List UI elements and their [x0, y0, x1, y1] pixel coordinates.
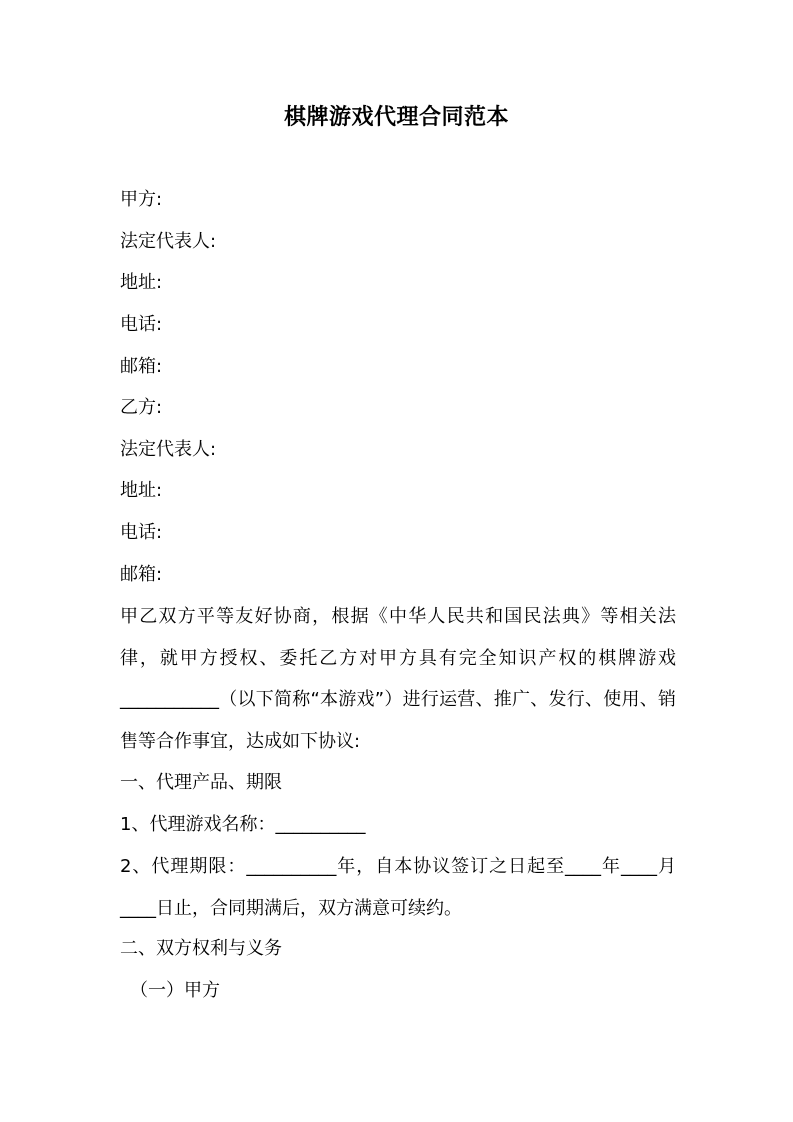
subsection-party-a-heading: （一）甲方 [130, 980, 220, 1001]
preamble-paragraph: 甲乙双方平等友好协商，根据《中华人民共和国民法典》等相关法律，就甲方授权、委托乙方对甲方具有完全知识产权的棋牌游戏___________（以下简称“本游戏”）进行运营、推广、发行、使用、销售等合作事宜，达成如下协议: [120, 606, 676, 752]
party-b-representative: 法定代表人: [120, 439, 217, 460]
party-b-label: 乙方: [120, 397, 163, 418]
party-a-representative: 法定代表人: [120, 231, 217, 252]
item-1-game-name: 1、代理游戏名称：__________ [120, 814, 366, 835]
party-b-address: 地址: [120, 480, 163, 501]
section-2-heading: 二、双方权利与义务 [120, 938, 282, 959]
document-title: 棋牌游戏代理合同范本 [283, 105, 509, 130]
party-a-email: 邮箱: [120, 356, 163, 377]
section-1-heading: 一、代理产品、期限 [120, 772, 282, 793]
party-a-address: 地址: [120, 272, 163, 293]
party-a-label: 甲方: [120, 189, 163, 210]
party-a-phone: 电话: [120, 314, 163, 335]
item-2-agency-period: 2、代理期限：__________年，自本协议签订之日起至____年____月____日止，合同期满后，双方满意可续约。 [120, 856, 676, 919]
party-b-email: 邮箱: [120, 564, 163, 585]
party-b-phone: 电话: [120, 522, 163, 543]
